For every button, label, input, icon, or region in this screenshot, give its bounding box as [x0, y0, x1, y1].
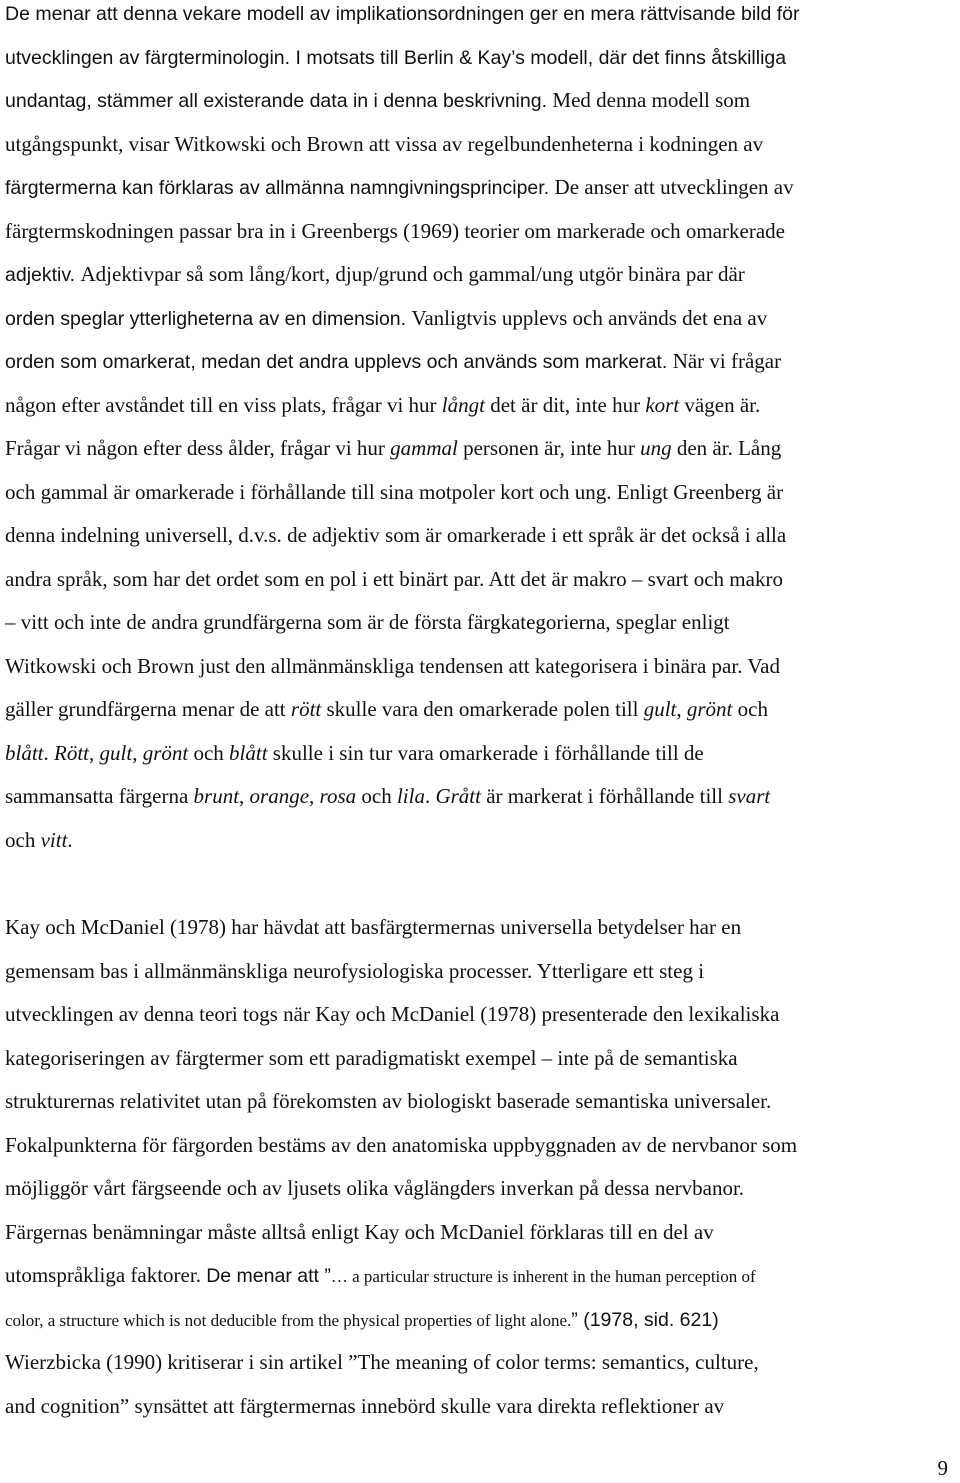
text-line: [5, 688, 953, 732]
text-segment: orange: [249, 784, 310, 808]
text-segment: och gammal är omarkerade i förhållande till sina motpoler kort och ung. Enligt Greenberg är: [5, 479, 784, 504]
paragraph-gap: [5, 862, 953, 906]
text-segment: blått: [5, 740, 44, 765]
text-line: [5, 1167, 953, 1211]
text-line: [5, 340, 953, 384]
text-line: [5, 1298, 953, 1342]
text-segment: – vitt och inte de andra grundfärgerna som är de första färgkategorierna, speglar enligt: [5, 610, 730, 634]
text-segment: .: [424, 784, 436, 808]
text-segment: color, a structure which is not deducible from the physical properties of light alone.: [5, 1310, 572, 1330]
text-line: [5, 1385, 953, 1429]
text-line: [5, 36, 953, 80]
text-line: [5, 297, 953, 341]
text-segment: ,: [676, 697, 687, 721]
text-segment: grönt: [686, 697, 733, 721]
text-segment: rött: [290, 697, 322, 721]
text-segment: svart: [728, 784, 771, 808]
text-segment: Ytterligare ett steg i: [536, 958, 705, 983]
text-segment: .: [67, 827, 73, 852]
text-line: [5, 210, 953, 254]
text-segment: skulle i sin tur vara omarkerade i förhållande till de: [267, 740, 704, 765]
text-segment: sammansatta färgerna: [5, 784, 194, 808]
text-line: [5, 166, 953, 210]
text-segment: färgtermerna kan förklaras av allmänna namngivningsprinciper.: [5, 177, 555, 199]
text-line: [5, 775, 953, 819]
text-line: [5, 950, 953, 994]
text-segment: and cognition” synsättet att färgtermernas innebörd skulle vara direkta reflektioner av: [5, 1393, 725, 1418]
text-line: [5, 253, 953, 297]
text-segment: De menar att ”: [206, 1265, 331, 1287]
text-segment: ,: [239, 784, 250, 808]
text-segment: och: [732, 697, 768, 721]
text-line: [5, 427, 953, 471]
text-segment: Witkowski och Brown just den allmänmänskliga tendensen att kategorisera i binära par. Vad: [5, 653, 780, 678]
text-line: [5, 1254, 953, 1298]
text-segment: Wierzbicka (1990) kritiserar i sin artikel ”The meaning of color terms: semantics, culture,: [5, 1350, 759, 1374]
text-line: [5, 514, 953, 558]
text-segment: När vi frågar: [672, 349, 782, 373]
text-line: [5, 601, 953, 645]
text-line: [5, 471, 953, 515]
text-segment: Vanligtvis upplevs och används det ena av: [411, 305, 768, 330]
text-segment: lila: [396, 784, 425, 808]
text-segment: utgångspunkt, visar Witkowski och Brown att vissa av regelbundenheterna i kodningen av: [5, 131, 764, 156]
text-line: [5, 732, 953, 776]
text-segment: ,: [309, 784, 320, 808]
text-segment: undantag, stämmer all existerande data in i denna beskrivning.: [5, 90, 553, 112]
text-segment: någon efter avståndet till en viss plats, frågar vi hur: [5, 392, 442, 417]
text-segment: gult: [99, 740, 133, 765]
text-segment: orden speglar ytterligheterna av en dimension.: [5, 307, 412, 330]
paragraph-1: [5, 0, 953, 862]
text-segment: och: [5, 827, 41, 852]
text-segment: det är dit, inte hur: [484, 392, 646, 417]
text-segment: långt: [441, 392, 485, 417]
text-line: [5, 1080, 953, 1124]
text-segment: möjliggör vårt färgseende och av ljusets olika våglängders inverkan på dessa nervbanor.: [5, 1176, 745, 1200]
text-line: [5, 1341, 953, 1385]
text-segment: rosa: [319, 784, 357, 808]
text-line: [5, 79, 953, 123]
text-segment: färgtermskodningen passar bra in i Greenbergs (1969) teorier om markerade och omarkerade: [5, 218, 786, 243]
text-segment: och: [356, 784, 397, 808]
text-segment: brunt: [193, 784, 240, 808]
text-segment: denna indelning universell, d.v.s. de adjektiv som är omarkerade i ett språk är det också i alla: [5, 523, 787, 547]
text-segment: gemensam bas i allmänmänskliga neurofysiologiska processer.: [5, 958, 537, 983]
text-segment: gäller grundfärgerna menar de att: [5, 697, 291, 721]
text-line: [5, 819, 953, 863]
text-segment: De menar att denna vekare modell av implikationsordningen ger en mera rättvisande bild för: [5, 3, 800, 25]
text-segment: vägen är.: [679, 392, 761, 417]
text-line: [5, 993, 953, 1037]
text-segment: Adjektivpar så som lång/kort, djup/grund och gammal/ung utgör binära par där: [80, 262, 745, 286]
text-line: [5, 1124, 953, 1168]
text-segment: den är. Lång: [671, 436, 782, 460]
text-line: [5, 0, 953, 36]
text-segment: .: [43, 740, 55, 765]
document-page: [5, 0, 953, 1428]
text-segment: De anser att utvecklingen av: [554, 175, 794, 199]
text-line: [5, 123, 953, 167]
text-line: [5, 645, 953, 689]
text-segment: Rött: [54, 740, 90, 765]
text-segment: ung: [640, 436, 672, 460]
text-line: [5, 1037, 953, 1081]
text-segment: blått: [229, 740, 268, 765]
text-segment: utvecklingen av denna teori togs när Kay och McDaniel (1978) presenterade den lexikaliska: [5, 1002, 780, 1026]
text-line: [5, 384, 953, 428]
page-number: 9: [937, 1456, 948, 1480]
text-segment: utomspråkliga faktorer.: [5, 1263, 207, 1287]
text-segment: är markerat i förhållande till: [480, 784, 729, 808]
text-segment: gammal: [390, 436, 458, 460]
text-segment: gult: [643, 697, 677, 721]
text-segment: utvecklingen av färgterminologin. I motsats till Berlin & Kay’s modell, där det finns åtskilliga: [5, 46, 787, 69]
text-segment: ,: [132, 740, 143, 765]
text-segment: ” (1978, sid. 621): [571, 1308, 719, 1331]
text-segment: kategoriseringen av färgtermer som ett paradigmatiskt exempel – inte på de semantiska: [5, 1045, 738, 1070]
text-segment: och: [188, 740, 230, 765]
paragraph-2: [5, 906, 953, 1428]
text-segment: kort: [645, 392, 680, 417]
text-segment: … a particular structure is inherent in the human perception of: [330, 1267, 756, 1286]
text-segment: Färgernas benämningar måste alltså enligt Kay och McDaniel förklaras till en del av: [5, 1219, 714, 1244]
text-segment: andra språk, som har det ordet som en pol i ett binärt par. Att det är makro – svart och makro: [5, 566, 783, 591]
text-segment: Frågar vi någon efter dess ålder, frågar vi hur: [5, 436, 391, 460]
text-line: [5, 906, 953, 950]
text-segment: strukturernas relativitet utan på förekomsten av biologiskt baserade semantiska universaler.: [5, 1089, 772, 1113]
text-segment: Med denna modell som: [552, 88, 751, 112]
text-segment: adjektiv.: [5, 264, 81, 286]
text-segment: skulle vara den omarkerade polen till: [321, 697, 644, 721]
text-segment: grönt: [142, 740, 189, 765]
text-segment: Fokalpunkterna för färgorden bestäms av den anatomiska uppbyggnaden av de nervbanor som: [5, 1132, 798, 1157]
text-segment: personen är, inte hur: [457, 436, 641, 460]
text-line: [5, 1211, 953, 1255]
text-segment: vitt: [40, 827, 68, 852]
text-segment: Grått: [435, 784, 481, 808]
text-segment: Kay och McDaniel (1978) har hävdat att basfärgtermernas universella betydelser har en: [5, 915, 742, 939]
text-line: [5, 558, 953, 602]
text-segment: orden som omarkerat, medan det andra upplevs och används som markerat.: [5, 351, 673, 373]
text-segment: ,: [89, 740, 100, 765]
